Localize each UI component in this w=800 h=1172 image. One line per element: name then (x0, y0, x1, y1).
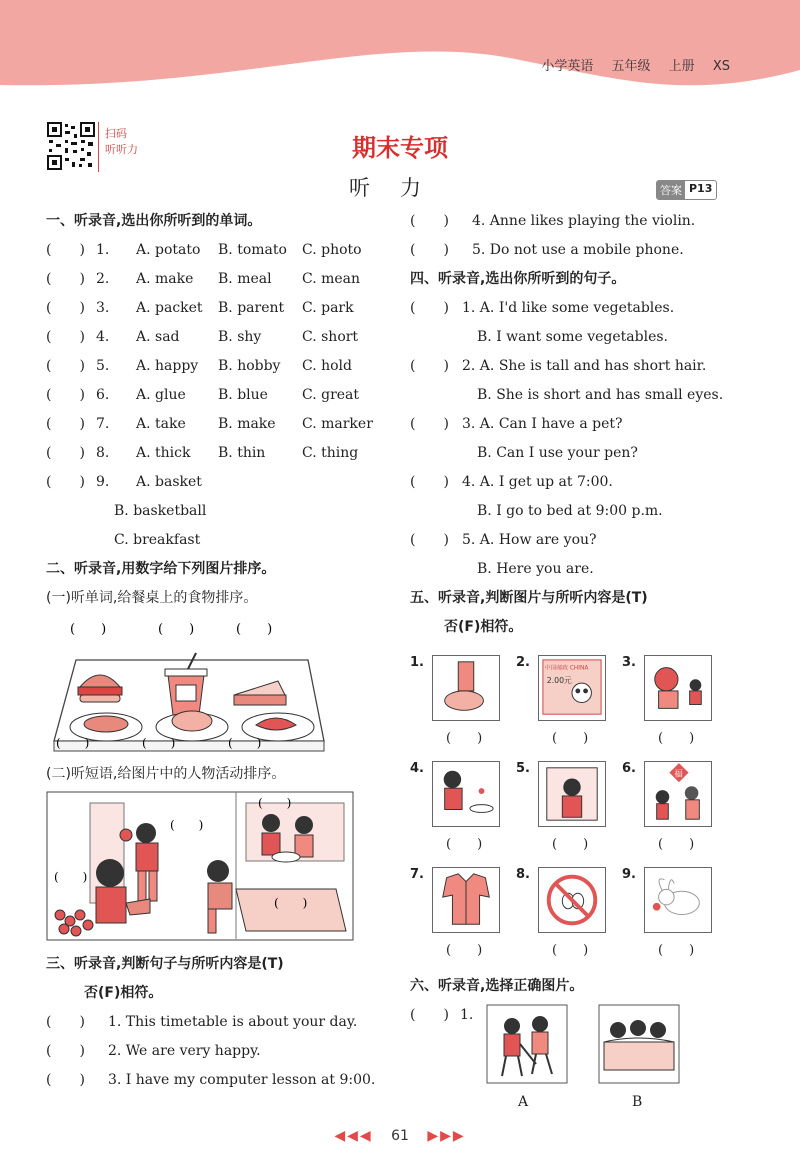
question-number: 6. (96, 387, 110, 403)
option-a: A. make (136, 271, 194, 287)
answer-blank[interactable]: ( ) (410, 213, 449, 229)
picture-number: 8. (516, 867, 530, 882)
activity-blank-3: ( ) (54, 870, 88, 884)
picture-item (410, 655, 510, 755)
answer-reference (656, 180, 717, 200)
option-b: B. basketball (114, 503, 207, 519)
activity-blank-1: ( ) (170, 818, 204, 832)
question-row (46, 413, 386, 442)
food-table-illustration (46, 615, 326, 755)
option-b: B. Here you are. (477, 561, 594, 577)
right-column (410, 210, 750, 1116)
option-row (410, 384, 750, 413)
statement-text: 2. We are very happy. (108, 1043, 261, 1059)
statement-text: 5. Do not use a mobile phone. (472, 242, 684, 258)
answer-blank[interactable]: ( ) (46, 387, 85, 403)
option-c: C. photo (302, 242, 362, 258)
question-number: 3. (96, 300, 110, 316)
page-footer (0, 1128, 800, 1144)
option-b: B. make (218, 416, 276, 432)
no-eggs-sign-icon (538, 867, 606, 933)
option-a-picture[interactable] (486, 1004, 568, 1084)
statement-row (410, 210, 750, 239)
option-a: A. take (136, 416, 186, 432)
answer-blank[interactable]: ( ) (46, 242, 85, 258)
section4-heading: 四、听录音,选出你所听到的句子。 (410, 271, 626, 287)
option-b: B. thin (218, 445, 266, 461)
option-b: B. shy (218, 329, 262, 345)
option-b-picture[interactable] (598, 1004, 680, 1084)
activity-illustration (46, 791, 354, 941)
food-blank-1: ( ) (70, 622, 107, 637)
option-row (410, 558, 750, 587)
option-row (410, 442, 750, 471)
panda-stamp-icon (538, 655, 606, 721)
statement-text: 3. I have my computer lesson at 9:00. (108, 1072, 376, 1088)
left-column (46, 210, 386, 1098)
option-b: B. She is short and has small eyes. (477, 387, 724, 403)
answer-blank[interactable]: ( ) (410, 416, 449, 432)
activity-blank-2: ( ) (258, 796, 292, 810)
section2-sub1: (一)听单词,给餐桌上的食物排序。 (46, 590, 258, 606)
statement-row (46, 1040, 386, 1069)
answer-blank[interactable]: ( ) (46, 1072, 85, 1088)
answer-blank[interactable]: ( ) (552, 731, 589, 746)
header-band (0, 0, 800, 95)
lion-dance-icon (644, 655, 712, 721)
answer-blank[interactable]: ( ) (46, 416, 85, 432)
option-b: B. parent (218, 300, 285, 316)
picture-options (480, 1004, 740, 1086)
section2-heading: 二、听录音,用数字给下列图片排序。 (46, 561, 276, 577)
option-row (46, 529, 386, 558)
food-blank-5: ( ) (142, 736, 176, 750)
picture-item (622, 867, 722, 967)
option-b: B. blue (218, 387, 268, 403)
question-row (46, 442, 386, 471)
option-a: A. potato (136, 242, 201, 258)
picture-number: 7. (410, 867, 424, 882)
answer-blank[interactable]: ( ) (46, 1014, 85, 1030)
question-row (410, 413, 750, 442)
picture-number: 2. (516, 655, 530, 670)
stamp-text: 中国邮政 CHINA (544, 665, 589, 672)
question-row (46, 355, 386, 384)
option-c: C. breakfast (114, 532, 201, 548)
picture-item (410, 867, 510, 967)
answer-blank[interactable]: ( ) (552, 943, 589, 958)
question-row (410, 471, 750, 500)
picture-number: 4. (410, 761, 424, 776)
food-blank-2: ( ) (158, 622, 195, 637)
section2-sub2: (二)听短语,给图片中的人物活动排序。 (46, 766, 286, 782)
option-a: A. sad (136, 329, 180, 345)
option-b: B. meal (218, 271, 272, 287)
answer-blank[interactable]: ( ) (658, 943, 695, 958)
option-b: B. Can I use your pen? (477, 445, 638, 461)
picture-number: 6. (622, 761, 636, 776)
option-a: A. glue (136, 387, 186, 403)
option-c: C. mean (302, 271, 361, 287)
question-number: 5. (96, 358, 110, 374)
option-a: A. thick (136, 445, 191, 461)
cola-cake-icon (432, 655, 500, 721)
answer-blank[interactable]: ( ) (410, 532, 449, 548)
option-b: B. tomato (218, 242, 287, 258)
option-row (410, 500, 750, 529)
edition-label: XS (712, 59, 730, 74)
section3-heading-line1: 三、听录音,判断句子与所听内容是(T) (46, 956, 284, 972)
section1-heading: 一、听录音,选出你所听到的单词。 (46, 213, 262, 229)
option-a: 5. A. How are you? (462, 532, 597, 548)
question-row (46, 326, 386, 355)
answer-blank[interactable]: ( ) (46, 329, 85, 345)
question-row (46, 471, 386, 500)
question-row (410, 297, 750, 326)
section5-heading-line2: 否(F)相符。 (444, 619, 523, 635)
option-c: C. short (302, 329, 359, 345)
option-a: 1. A. I'd like some vegetables. (462, 300, 675, 316)
picture-number: 3. (622, 655, 636, 670)
statement-text: 4. Anne likes playing the violin. (472, 213, 696, 229)
question-row (410, 1004, 750, 1094)
answer-blank[interactable]: ( ) (410, 1007, 449, 1023)
cooking-icon (432, 761, 500, 827)
stamp-value: 2.00元 (546, 676, 572, 686)
answer-blank[interactable]: ( ) (658, 731, 695, 746)
statement-row (46, 1011, 386, 1040)
option-row (46, 500, 386, 529)
question-row (46, 297, 386, 326)
option-a: 2. A. She is tall and has short hair. (462, 358, 707, 374)
answer-page: P13 (689, 182, 713, 195)
answer-blank[interactable]: ( ) (46, 358, 85, 374)
statement-text: 1. This timetable is about your day. (108, 1014, 358, 1030)
answer-blank[interactable]: ( ) (446, 943, 483, 958)
scan-tag-line1: 扫码 (105, 127, 127, 140)
book-meta (527, 55, 730, 74)
option-row (410, 326, 750, 355)
page-number: 61 (391, 1128, 409, 1144)
prev-arrows-icon: ◀◀◀ (334, 1128, 373, 1144)
food-blank-4: ( ) (56, 736, 90, 750)
option-c: C. thing (302, 445, 359, 461)
option-c: C. marker (302, 416, 373, 432)
question-row (46, 268, 386, 297)
option-a: A. happy (136, 358, 199, 374)
option-a: A. packet (136, 300, 203, 316)
question-row (410, 355, 750, 384)
question-number: 8. (96, 445, 110, 461)
option-a: 4. A. I get up at 7:00. (462, 474, 613, 490)
question-row (46, 239, 386, 268)
jacket-icon (432, 867, 500, 933)
volume-label: 上册 (668, 59, 695, 74)
question-number: 1. (460, 1007, 474, 1023)
option-a: A. basket (136, 474, 202, 490)
answer-blank[interactable]: ( ) (410, 242, 449, 258)
option-b-label: B (632, 1094, 643, 1110)
picture-number: 1. (410, 655, 424, 670)
answer-blank[interactable]: ( ) (446, 731, 483, 746)
answer-blank[interactable]: ( ) (46, 474, 85, 490)
picture-item (516, 867, 616, 967)
section3-heading-line2: 否(F)相符。 (84, 985, 163, 1001)
question-number: 9. (96, 474, 110, 490)
picture-item (516, 655, 616, 755)
answer-blank[interactable]: ( ) (410, 300, 449, 316)
answer-blank[interactable]: ( ) (410, 358, 449, 374)
subject-label: 小学英语 (541, 59, 594, 74)
question-number: 2. (96, 271, 110, 287)
option-b: B. hobby (218, 358, 281, 374)
picture-item (622, 761, 722, 861)
answer-blank[interactable]: ( ) (46, 271, 85, 287)
option-a: 3. A. Can I have a pet? (462, 416, 623, 432)
picture-item (410, 761, 510, 861)
food-blank-3: ( ) (236, 622, 273, 637)
answer-blank[interactable]: ( ) (658, 837, 695, 852)
question-row (410, 529, 750, 558)
section6-heading: 六、听录音,选择正确图片。 (410, 978, 584, 994)
next-arrows-icon: ▶▶▶ (427, 1128, 466, 1144)
option-c: C. hold (302, 358, 352, 374)
question-number: 4. (96, 329, 110, 345)
answer-blank[interactable]: ( ) (410, 474, 449, 490)
question-number: 1. (96, 242, 110, 258)
picture-number: 5. (516, 761, 530, 776)
section5-heading-line1: 五、听录音,判断图片与所听内容是(T) (410, 590, 648, 606)
grade-label: 五年级 (611, 59, 651, 74)
scan-tag-line2: 听听力 (105, 143, 138, 156)
food-blank-6: ( ) (228, 736, 262, 750)
window-boy-icon (538, 761, 606, 827)
family-fu-icon (644, 761, 712, 827)
answer-blank[interactable]: ( ) (46, 300, 85, 316)
rabbit-icon (644, 867, 712, 933)
answer-blank[interactable]: ( ) (46, 445, 85, 461)
statement-row (410, 239, 750, 268)
statement-row (46, 1069, 386, 1098)
option-b: B. I go to bed at 9:00 p.m. (477, 503, 663, 519)
question-number: 7. (96, 416, 110, 432)
option-c: C. park (302, 300, 354, 316)
picture-item (516, 761, 616, 861)
option-c: C. great (302, 387, 360, 403)
page-title: 期末专项 (352, 134, 448, 162)
picture-judgement-grid (410, 645, 750, 975)
activity-blank-4: ( ) (274, 896, 308, 910)
answer-label: 答案 (657, 181, 685, 199)
question-row (46, 384, 386, 413)
option-b: B. I want some vegetables. (477, 329, 668, 345)
option-labels (410, 1094, 750, 1116)
fu-character: 福 (674, 769, 683, 780)
page-subtitle: 听力 (349, 176, 451, 200)
picture-item (622, 655, 722, 755)
picture-number: 9. (622, 867, 636, 882)
option-a-label: A (518, 1094, 529, 1110)
answer-blank[interactable]: ( ) (552, 837, 589, 852)
answer-blank[interactable]: ( ) (446, 837, 483, 852)
answer-blank[interactable]: ( ) (46, 1043, 85, 1059)
